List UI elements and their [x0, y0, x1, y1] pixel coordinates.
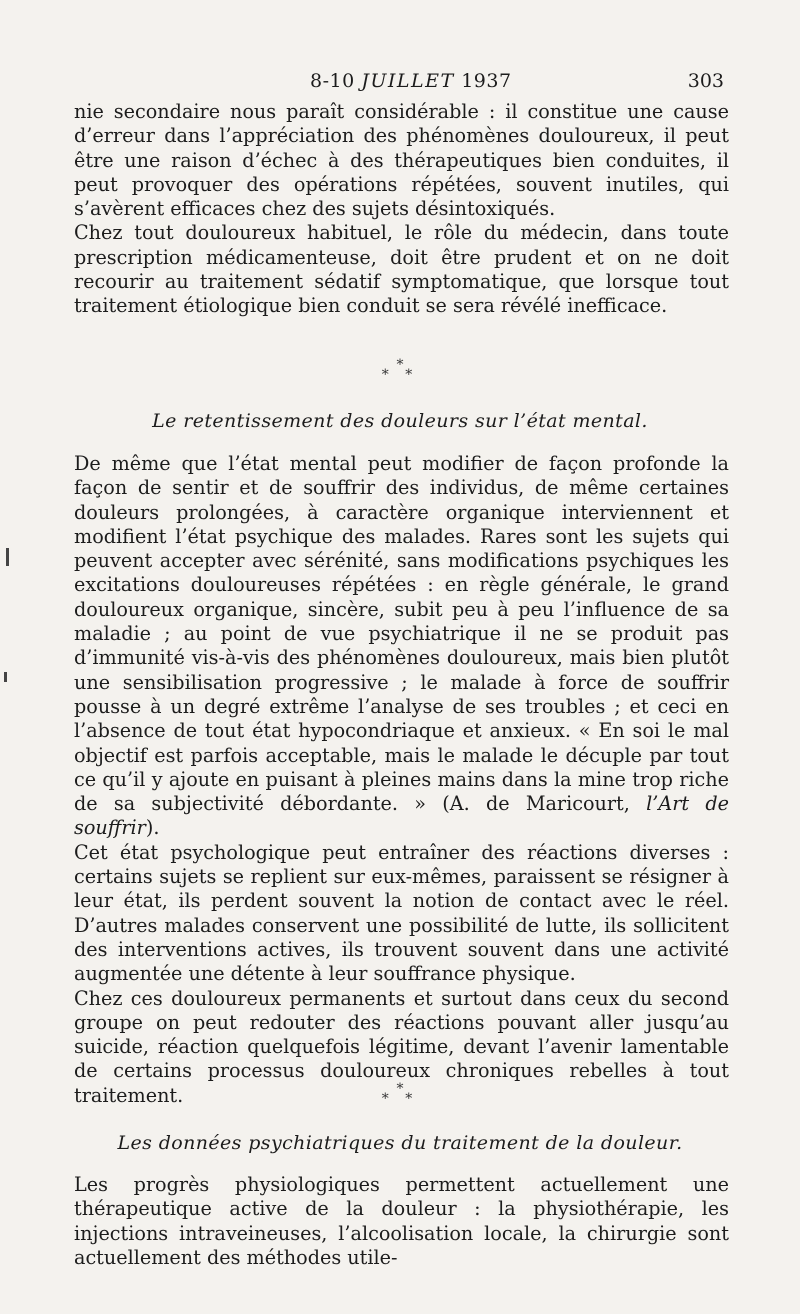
asterism-separator-2: * * *: [381, 1081, 419, 1107]
section1-text: [74, 452, 729, 1108]
page-number: 303: [687, 70, 724, 92]
section-title-retentissement: Le retentissement des douleurs sur l’état mental.: [152, 410, 648, 432]
section1-paragraph-3: Chez ces douloureux permanents et surtout dans ceux du second groupe on peut redouter des réactions pouvant aller jusqu’au suicide, réaction quelquefois légitime, devant l’avenir lamentable de certains processus douloureux chroniques rebelles à tout traitement.: [74, 986, 729, 1107]
intro-text: [74, 100, 729, 319]
section2-text: [74, 1173, 729, 1270]
section1-paragraph-1: De même que l’état mental peut modifier de façon profonde la façon de sentir et de souffrir des individus, de même certaines douleurs prolongées, à caractère organique interviennent et modifient l’état psychique des malades. Rares sont les sujets qui peuvent accepter avec sérénité, sans modifications psychiques les excitations douloureuses répétées : en règle générale, le grand douloureux organique, sincère, subit peu à peu l’influence de sa maladie ; au point de vue psychiatrique il ne se produit pas d’immunité vis-à-vis des phénomènes douloureux, mais bien plutôt une sensibilisation progressive ; le malade à force de souffrir pousse à un degré extrême l’analyse de ses troubles ; et ceci en l’absence de tout état hypocondriaque et anxieux. « En soi le mal objectif est parfois acceptable, mais le malade le décuple par tout ce qu’il y ajoute en puisant à pleines mains dans la mine trop riche de sa subjectivité débordante. » (A. de Maricourt, l’Art de souffrir).: [74, 452, 729, 840]
section2-paragraph-1: Les progrès physiologiques permettent actuellement une thérapeutique active de la douleur : la physiothérapie, les injections intraveineuses, l’alcoolisation locale, la chirurgie sont actuellement des méthodes utile-: [74, 1173, 729, 1269]
asterism-separator-1: * * *: [381, 357, 419, 383]
intro-paragraph-1: nie secondaire nous paraît considérable : il constitue une cause d’erreur dans l’appréciation des phénomènes douloureux, il peut être une raison d’échec à des thérapeutiques bien conduites, il peut provoquer des opérations répétées, souvent inutiles, qui s’avèrent efficaces chez des sujets désintoxiqués.: [74, 100, 729, 221]
section-title-donnees-psychiatriques: Les données psychiatriques du traitement de la douleur.: [117, 1132, 683, 1154]
section1-paragraph-2: Cet état psychologique peut entraîner des réactions diverses : certains sujets se replient sur eux-mêmes, paraissent se résigner à leur état, ils perdent souvent la notion de contact avec le réel. D’autres malades conservent une possibilité de lutte, ils sollicitent des interventions actives, ils trouvent souvent dans une activité augmentée une détente à leur souffrance physique.: [74, 840, 729, 986]
running-head-date: 8-10 JUILLET 1937: [310, 70, 512, 92]
margin-mark: [6, 548, 9, 566]
intro-paragraph-2: Chez tout douloureux habituel, le rôle du médecin, dans toute prescription médicamenteuse, doit être prudent et on ne doit recourir au traitement sédatif symptomatique, que lorsque tout traitement étiologique bien conduit se sera révélé inefficace.: [74, 221, 729, 318]
margin-mark: [4, 672, 7, 682]
running-head: [0, 64, 800, 94]
